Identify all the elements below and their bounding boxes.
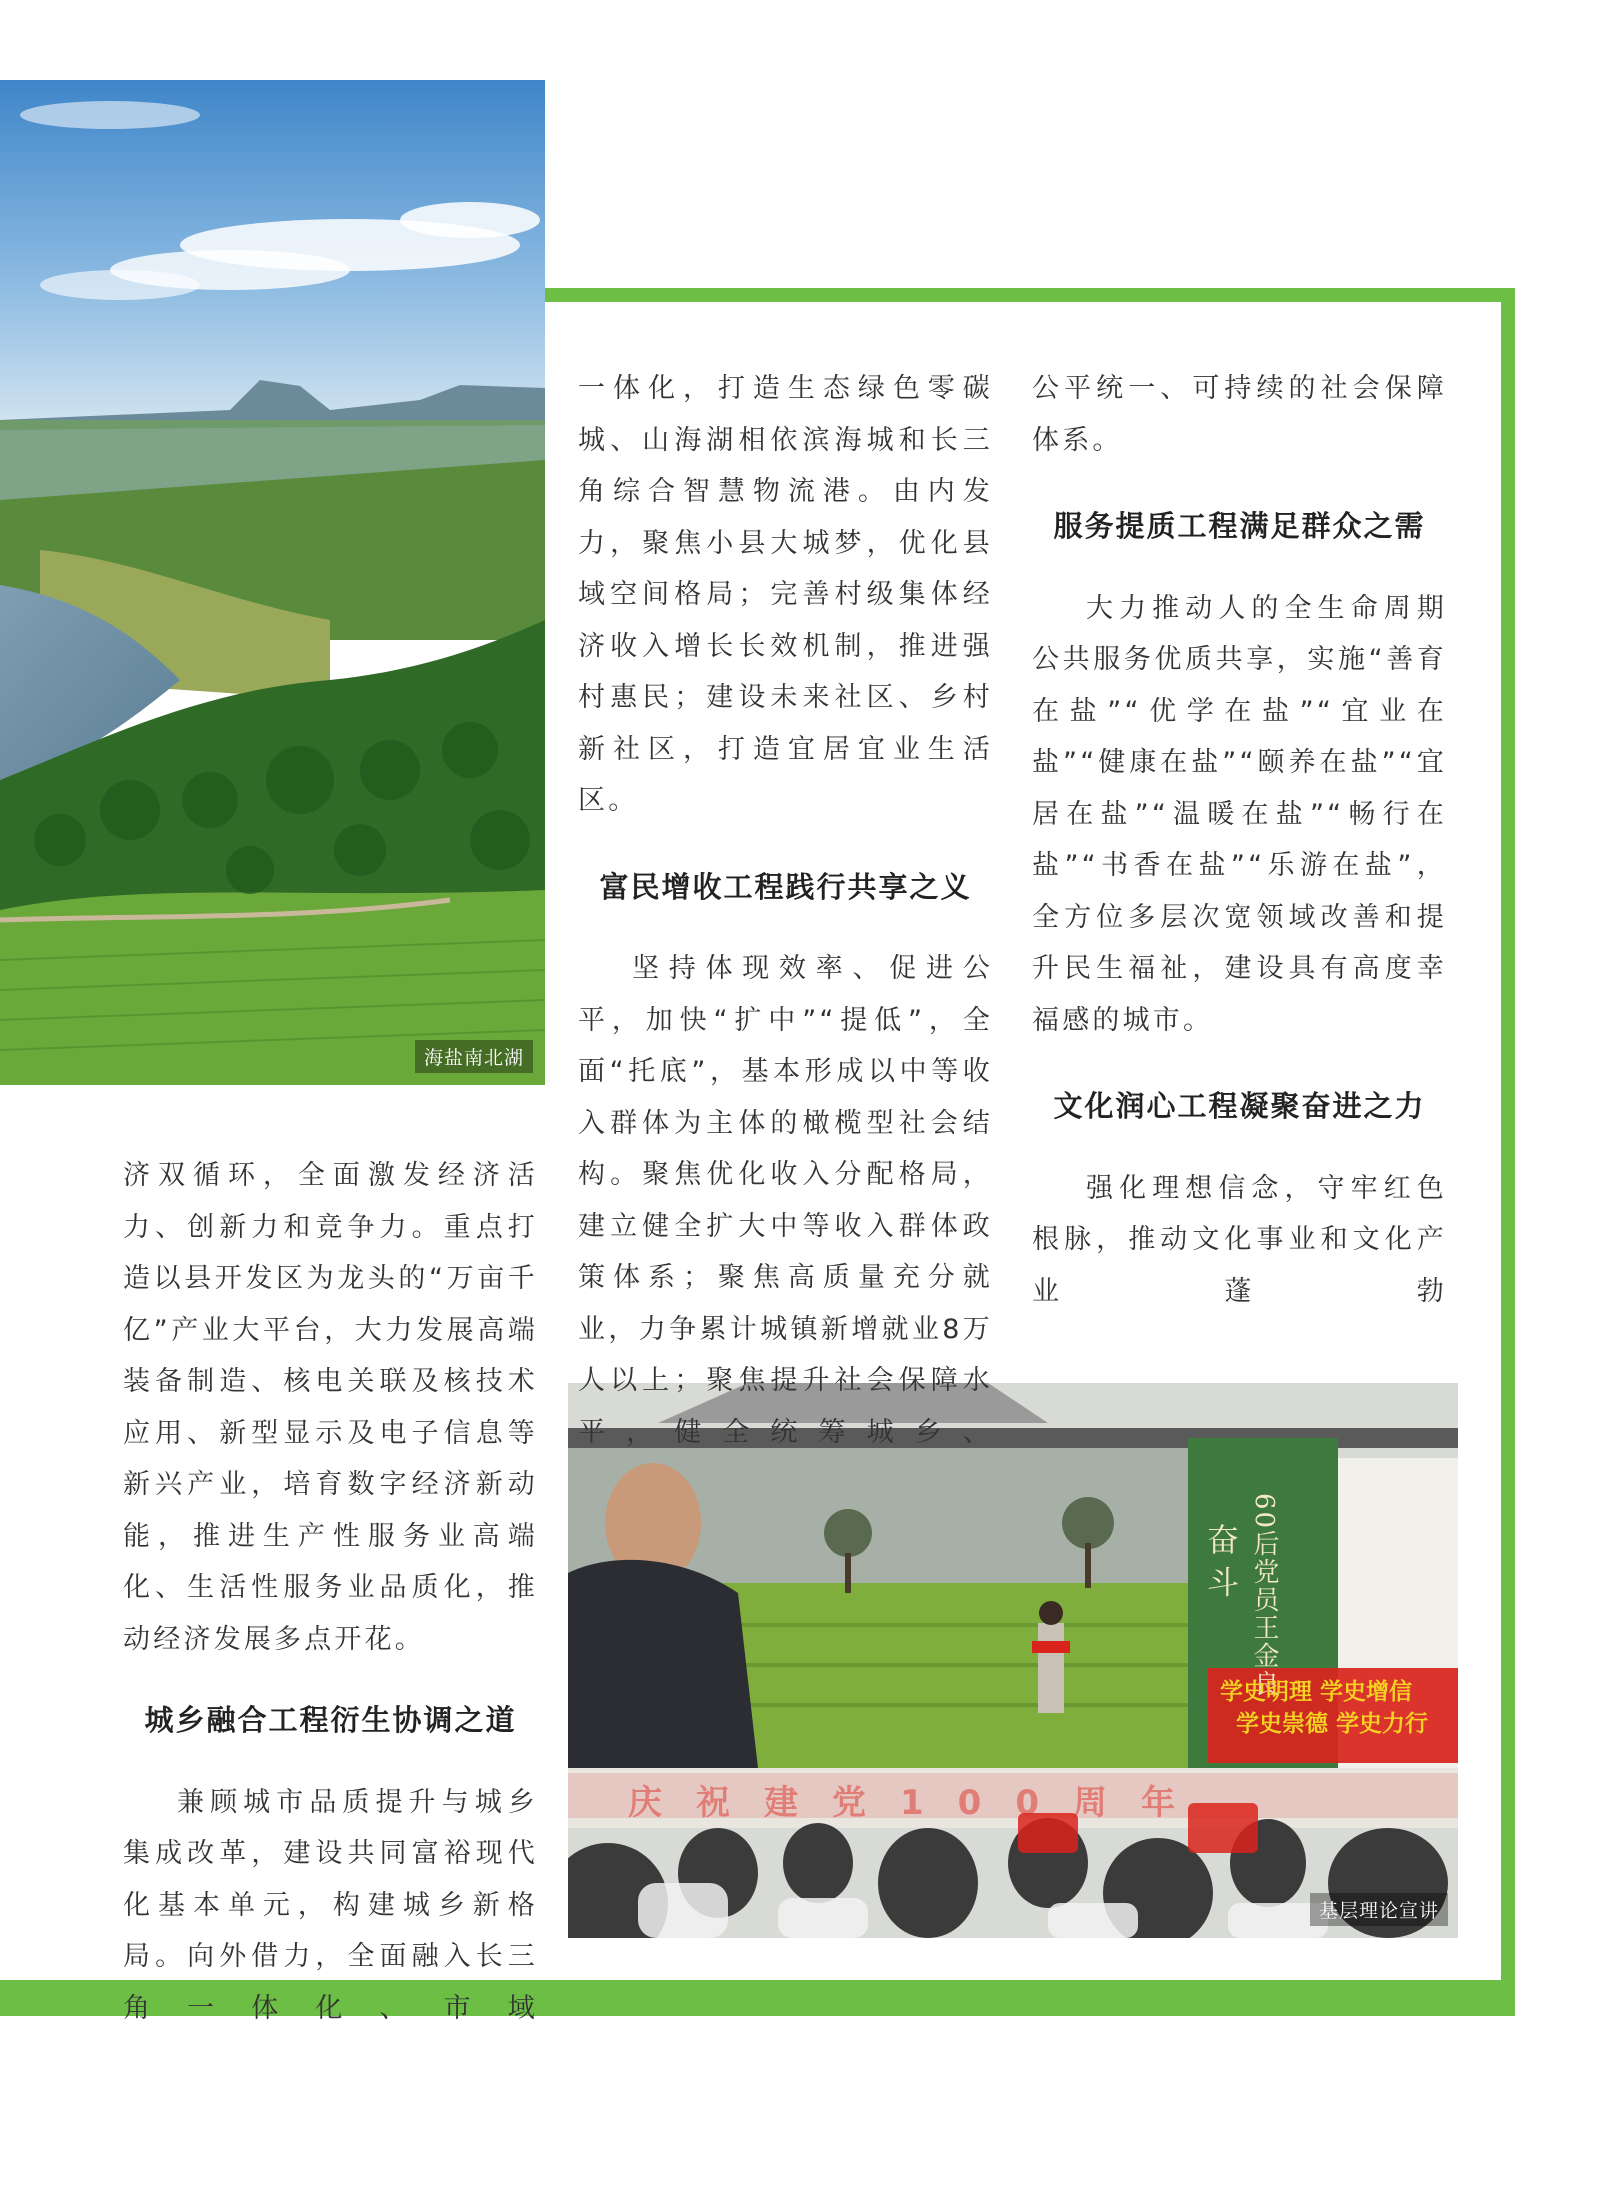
lecture-photo-caption: 基层理论宣讲 <box>1310 1893 1448 1926</box>
column-2 <box>578 363 993 1458</box>
banner-line-1: 学史明理 学史增信 <box>1220 1679 1413 1705</box>
lecture-photo <box>568 1383 1458 1938</box>
col3-paragraph-1: 公平统一、可持续的社会保障体系。 <box>1032 373 1447 456</box>
col3-heading-2: 文化润心工程凝聚奋进之力 <box>1053 1089 1426 1123</box>
lake-photo <box>0 80 545 1085</box>
col3-paragraph-2: 大力推动人的全生命周期公共服务优质共享，实施“善育在盐”“优学在盐”“宜业在盐”“健康在盐”“颐养在盐”“宜居在盐”“温暖在盐”“畅行在盐”“书香在盐”“乐游在盐”，全方位多层次宽领域改善和提升民生福祉，建设具有高度幸福感的城市。 <box>1032 592 1447 1036</box>
col3-heading-1: 服务提质工程满足群众之需 <box>1053 509 1426 543</box>
col1-paragraph-2: 兼顾城市品质提升与城乡集成改革，建设共同富裕现代化基本单元，构建城乡新格局。向外借力，全面融入长三角一体化、市域 <box>123 1786 538 2024</box>
col2-paragraph-1: 一体化，打造生态绿色零碳城、山海湖相依滨海城和长三角综合智慧物流港。由内发力，聚焦小县大城梦，优化县域空间格局；完善村级集体经济收入增长长效机制，推进强村惠民；建设未来社区、乡村新社区，打造宜居宜业生活区。 <box>578 373 993 816</box>
col3-paragraph-3: 强化理想信念，守牢红色根脉，推动文化事业和文化产业蓬勃 <box>1032 1172 1447 1307</box>
landscape-photo-icon <box>0 80 545 1085</box>
col2-paragraph-2: 坚持体现效率、促进公平，加快“扩中”“提低”，全面“托底”，基本形成以中等收入群体为主体的橄榄型社会结构。聚焦优化收入分配格局，建立健全扩大中等收入群体政策体系；聚焦高质量充分就业，力争累计城镇新增就业8万人以上；聚焦提升社会保障水平，健全统筹城乡、 <box>578 953 993 1448</box>
stage-text: 庆祝建党100周年 <box>628 1783 1209 1823</box>
screen-vertical-text: 60后党员王金良 <box>1249 1493 1279 1699</box>
col1-paragraph-1: 济双循环，全面激发经济活力、创新力和竞争力。重点打造以县开发区为龙头的“万亩千亿”产业大平台，大力发展高端装备制造、核电关联及核技术应用、新型显示及电子信息等新兴产业，培育数字经济新动能，推进生产性服务业高端化、生活性服务业品质化，推动经济发展多点开花。 <box>123 1160 538 1655</box>
banner-line-2: 学史崇德 学史力行 <box>1236 1711 1429 1737</box>
col1-heading: 城乡融合工程衍生协调之道 <box>144 1703 517 1737</box>
col2-heading: 富民增收工程践行共享之义 <box>599 869 972 904</box>
screen-fendou-text: 奋 斗 <box>1202 1523 1240 1598</box>
column-1 <box>123 1150 538 2034</box>
lecture-photo-icon <box>568 1383 1458 1938</box>
lake-photo-caption: 海盐南北湖 <box>415 1040 533 1073</box>
column-3 <box>1032 363 1447 1317</box>
